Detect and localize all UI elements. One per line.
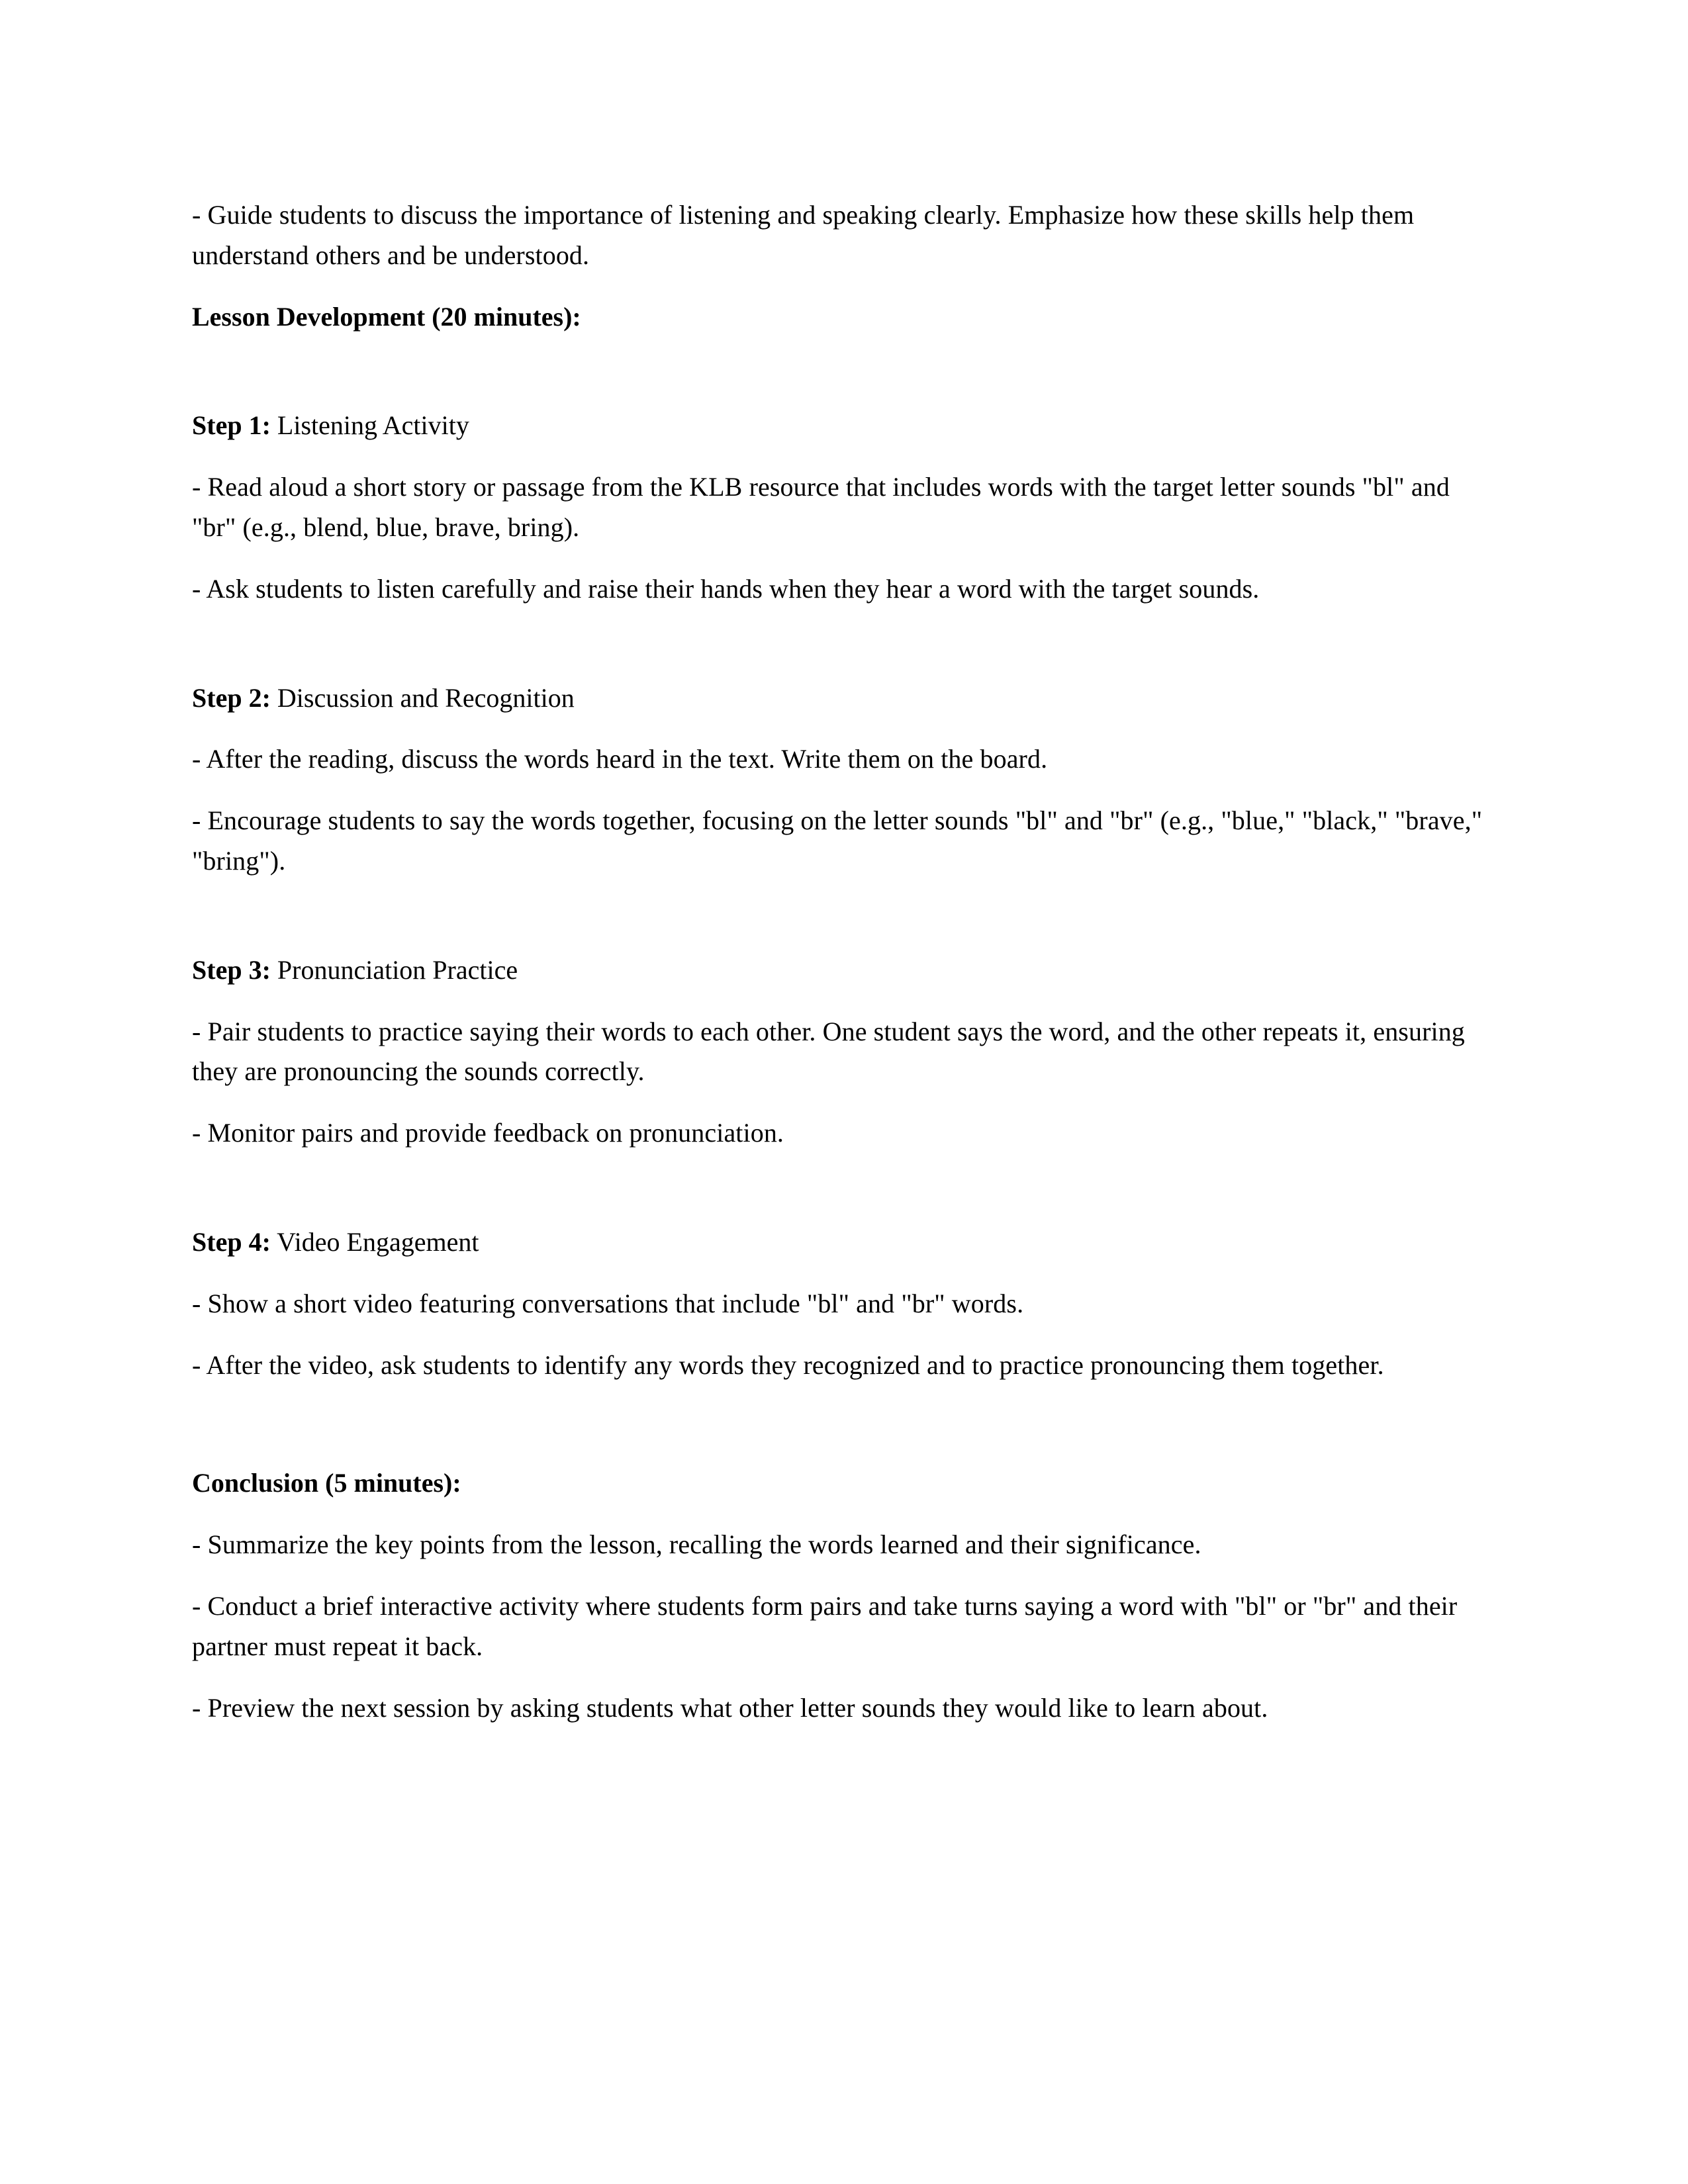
paragraph-step-2-bullet-2: - Encourage students to say the words together, focusing on the letter sounds "bl" and "br" (e.g., "blue," "black," "brave," "bring"). xyxy=(192,805,1483,876)
step-3-title: Pronunciation Practice xyxy=(270,954,518,985)
heading-conclusion: Conclusion (5 minutes): xyxy=(192,1468,461,1498)
spacer xyxy=(192,358,1493,406)
heading-step-4 xyxy=(192,1222,1493,1263)
paragraph-conclusion-bullet-2: - Conduct a brief interactive activity where students form pairs and take turns saying a word with "bl" or "br" and their partner must repeat it back. xyxy=(192,1590,1458,1661)
paragraph-conclusion-bullet-1: - Summarize the key points from the lesson, recalling the words learned and their significance. xyxy=(192,1529,1201,1560)
paragraph-step-1-bullet-1: - Read aloud a short story or passage from the KLB resource that includes words with the target letter sounds "bl" and "br" (e.g., blend, blue, brave, bring). xyxy=(192,472,1450,542)
step-2-title: Discussion and Recognition xyxy=(270,682,575,713)
heading-step-1 xyxy=(192,406,1493,446)
heading-lesson-development: Lesson Development (20 minutes): xyxy=(192,301,581,332)
paragraph-step-3-bullet-1: - Pair students to practice saying their words to each other. One student says the word, and the other repeats it, ensuring they are pronouncing the sounds correctly. xyxy=(192,1016,1465,1087)
paragraph-step-1-bullet-2: - Ask students to listen carefully and raise their hands when they hear a word with the target sounds. xyxy=(192,573,1260,604)
spacer xyxy=(192,631,1493,678)
spacer xyxy=(192,1175,1493,1222)
spacer xyxy=(192,1406,1493,1463)
document-body xyxy=(192,195,1493,1728)
step-2-label: Step 2: xyxy=(192,682,271,713)
paragraph-step-3-bullet-2: - Monitor pairs and provide feedback on pronunciation. xyxy=(192,1118,784,1148)
paragraph-step-4-bullet-1: - Show a short video featuring conversations that include "bl" and "br" words. xyxy=(192,1288,1024,1318)
heading-step-3 xyxy=(192,950,1493,991)
paragraph-intro-discuss: - Guide students to discuss the importance of listening and speaking clearly. Emphasize how these skills help them understand others and be understood. xyxy=(192,200,1415,270)
step-3-label: Step 3: xyxy=(192,954,271,985)
step-1-label: Step 1: xyxy=(192,410,271,441)
heading-step-2 xyxy=(192,678,1493,719)
step-4-label: Step 4: xyxy=(192,1226,271,1257)
step-1-title: Listening Activity xyxy=(270,410,469,441)
paragraph-step-2-bullet-1: - After the reading, discuss the words heard in the text. Write them on the board. xyxy=(192,744,1048,774)
step-4-title: Video Engagement xyxy=(270,1226,479,1257)
paragraph-step-4-bullet-2: - After the video, ask students to identify any words they recognized and to practice pronouncing them together. xyxy=(192,1349,1384,1380)
paragraph-conclusion-bullet-3: - Preview the next session by asking students what other letter sounds they would like to learn about. xyxy=(192,1692,1268,1723)
spacer xyxy=(192,903,1493,950)
